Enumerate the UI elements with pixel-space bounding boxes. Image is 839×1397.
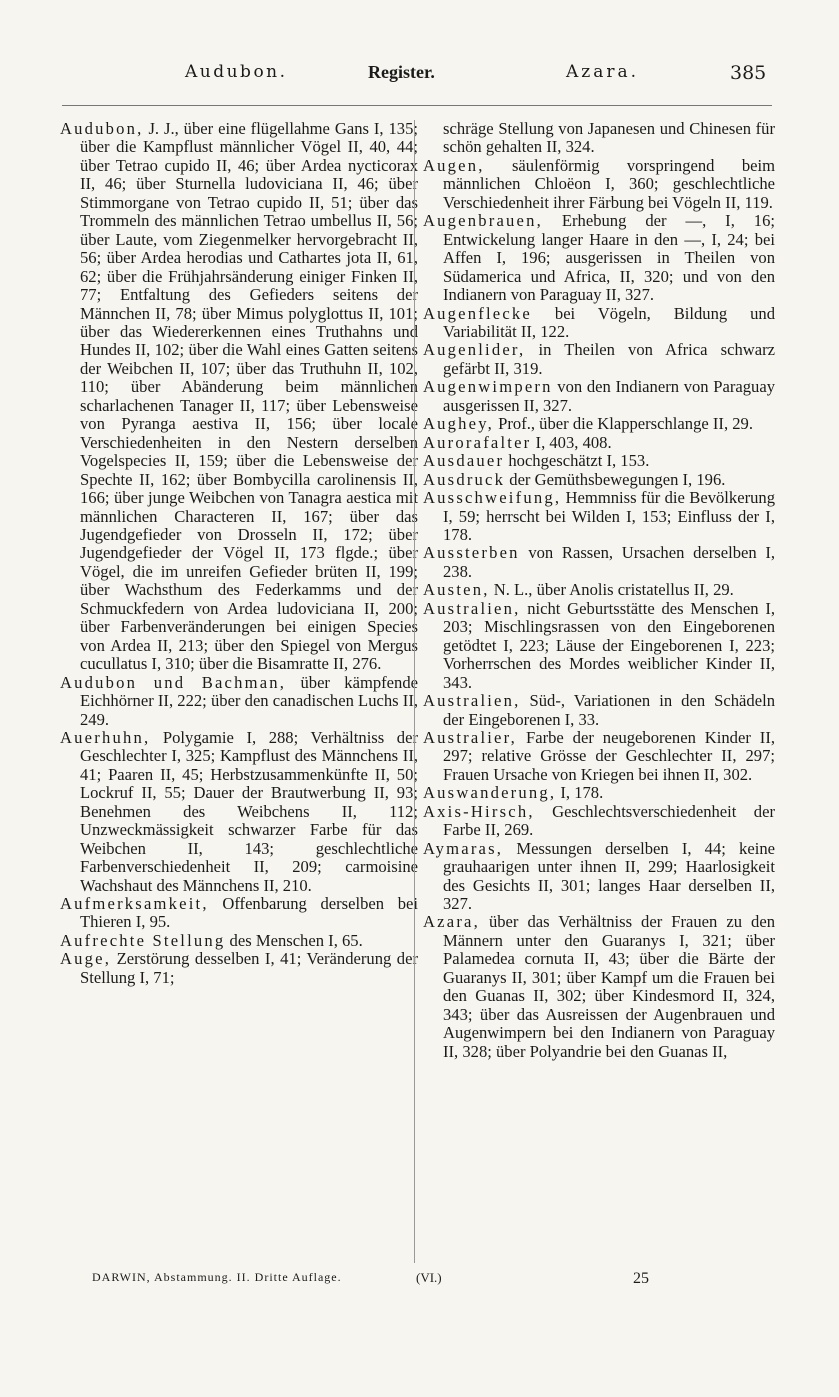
index-entry [423, 157, 775, 212]
entry-text: von Rassen, Ursachen derselben I, 238. [443, 543, 775, 581]
entry-text: Farbe der neugeborenen Kinder II, 297; relative Grösse der Geschlechter II, 297; Frauen Ursache von Kriegen bei ihnen II, 302. [443, 727, 775, 784]
header-left-term: Audubon. [185, 62, 288, 82]
entry-headword: Aussterben [423, 543, 520, 563]
index-entry [60, 932, 418, 950]
index-entry [423, 378, 775, 415]
entry-headword: Augenbrauen, [423, 211, 543, 231]
index-entry [60, 674, 418, 729]
entry-headword: Audubon, [60, 119, 144, 138]
index-entry [423, 120, 775, 157]
index-entry [423, 600, 775, 692]
footer-imprint: DARWIN, Abstammung. II. Dritte Auflage. [92, 1270, 342, 1284]
header-right-term: Azara. [566, 62, 640, 82]
entry-headword: Aufmerksamkeit, [60, 894, 209, 914]
entry-text: Messungen derselben I, 44; keine grauhaarigen unter ihnen II, 299; Haarlosigkeit des Gesichts II, 301; langes Haar derselben II, 327. [443, 838, 775, 914]
index-entry [423, 305, 775, 342]
entry-headword: Ausdruck [423, 469, 506, 489]
entry-headword: Augenwimpern [423, 377, 553, 397]
header-rule [62, 105, 772, 106]
entry-text: Hemmniss für die Bevölkerung I, 59; herrscht bei Wilden I, 153; Einfluss der I, 178. [443, 488, 775, 544]
entry-headword: Austen, [423, 580, 490, 600]
entry-text: nicht Geburtsstätte des Menschen I, 203; Mischlingsrassen von den Eingeborenen getödtet I, 223; Läuse der Eingeborenen I, 223; Vorherrschen des Mordes weiblicher Kinder II, 343. [443, 598, 775, 692]
index-entry [423, 913, 775, 1061]
entry-text: Prof., über die Klapperschlange II, 29. [494, 414, 753, 434]
entry-text: Zerstörung desselben I, 41; Veränderung der Stellung I, 71; [80, 949, 418, 987]
entry-text: des Menschen I, 65. [225, 930, 363, 950]
index-entry [423, 212, 775, 304]
entry-headword: Aurorafalter [423, 432, 532, 452]
entry-text: bei Vögeln, Bildung und Variabilität II, 122. [443, 303, 775, 341]
index-entry [423, 729, 775, 784]
entry-text: Süd-, Variationen in den Schädeln der Eingeborenen I, 33. [443, 691, 775, 729]
running-header [0, 62, 839, 92]
index-entry [60, 950, 418, 987]
entry-headword: Australien, [423, 691, 521, 711]
entry-text: in Theilen von Africa schwarz gefärbt II, 319. [443, 340, 775, 378]
index-entry [423, 581, 775, 599]
entry-headword: Ausschweifung, [423, 488, 562, 508]
entry-text: hochgeschätzt I, 153. [504, 451, 650, 471]
entry-text: über das Verhältniss der Frauen zu den Männern unter den Guaranys I, 321; über Palamedea cornuta II, 43; über die Bärte der Guaranys II, 301; über Kampf um die Frauen bei den Guanas II, 302; über Kindesmord II, 324, 343; über das Ausreissen der Augenbrauen und Augenwimpern bei den Indianern von Paraguay II, 328; über Polyandrie bei den Guanas II, [443, 912, 775, 1061]
index-entry [423, 692, 775, 729]
index-entry [423, 471, 775, 489]
right-column [423, 120, 775, 1061]
left-column [60, 120, 418, 987]
entry-text: über kämpfende Eichhörner II, 222; über den canadischen Luchs II, 249. [80, 672, 419, 729]
entry-headword: Aufrechte Stellung [60, 930, 226, 950]
index-entry [423, 434, 775, 452]
entry-text: von den Indianern von Paraguay ausgerissen II, 327. [443, 377, 775, 415]
entry-text: Geschlechtsverschiedenheit der Farbe II, 269. [443, 801, 775, 840]
entry-text: I, 178. [556, 783, 604, 803]
footer-sheet-number: 25 [633, 1270, 649, 1287]
entry-headword: Aughey, [423, 414, 495, 434]
page-number: 385 [730, 62, 767, 84]
entry-text: Erhebung der —, I, 16; Entwickelung langer Haare in den —, I, 24; bei Affen I, 196; ausgerissen in Theilen von Südamerica und Africa, II, 320; und von den Indianern von Paraguay II, 327. [443, 211, 775, 305]
entry-text: Polygamie I, 288; Verhältniss der Geschlechter I, 325; Kampflust des Männchens II, 41; Paaren II, 45; Herbstzusammenkünfte II, 50; Lockruf II, 55; Dauer der Brautwerbung II, 93; Benehmen des Weibchens II, 112; Unzweckmässigkeit schwarzer Farbe für das Weibchen II, 143; geschlechtliche Farbenverschiedenheit II, 209; carmoisine Wachshaut des Männchens II, 210. [80, 727, 418, 895]
index-entry [423, 784, 775, 802]
entry-headword: Auswanderung, [423, 783, 557, 803]
index-entry [423, 489, 775, 544]
entry-text: der Gemüthsbewegungen I, 196. [505, 469, 726, 489]
entry-text: N. L., über Anolis cristatellus II, 29. [489, 580, 734, 600]
index-entry [423, 415, 775, 433]
index-entry [423, 803, 775, 840]
column-divider [414, 120, 415, 1263]
entry-text: I, 403, 408. [531, 432, 612, 452]
entry-headword: Azara, [423, 912, 480, 932]
entry-headword: Aymaras, [423, 838, 504, 858]
entry-headword: Auerhuhn, [60, 727, 151, 747]
entry-headword: Axis-Hirsch, [423, 801, 535, 821]
entry-headword: Auge, [60, 949, 112, 969]
entry-text: Offenbarung derselben bei Thieren I, 95. [80, 894, 418, 932]
entry-headword: Augen, [423, 155, 485, 175]
entry-headword: Australier, [423, 727, 518, 747]
entry-headword: Augenflecke [423, 303, 532, 323]
entry-headword: Audubon und Bachman, [60, 672, 287, 692]
entry-headword: Australien, [423, 598, 521, 618]
index-entry [60, 895, 418, 932]
index-entry [60, 729, 418, 895]
footer-signature: (VI.) [416, 1270, 442, 1285]
index-entry [423, 452, 775, 470]
entry-headword: Ausdauer [423, 451, 505, 471]
entry-text: J. J., über eine flügellahme Gans I, 135; über die Kampflust männlicher Vögel II, 40, 44; über Tetrao cupido II, 46; über Ardea nycticorax II, 46; über Sturnella ludoviciana II, 46; über Stimmorgane von Tetrao cupido II, 51; über das Trommeln des männlichen Tetrao umbellus II, 56; über Laute, vom Ziegenmelker hervorgebracht II, 56; über Ardea herodias und Cathartes jota II, 61, 62; über die Frühjahrsänderung einiger Finken II, 77; Entfaltung des Gefieders seitens der Männchen II, 78; über Mimus polyglottus II, 101; über das Wiedererkennen eines Truthahns und Hundes II, 102; über die Wahl eines Gatten seitens der Weibchen II, 107; über das Truthuhn II, 102, 110; über Abänderung beim männlichen scharlachenen Tanager II, 117; über Lebensweise von Pyranga aestiva II, 156; über locale Verschiedenheiten in den Nestern derselben Vogelspecies II, 159; über die Lebensweise der Spechte II, 162; über Bombycilla carolinensis II, 166; über junge Weibchen von Tanagra aestica mit männlichen Characteren II, 167; über das Jugendgefieder von Drosseln II, 172; über Jugendgefieder der Vögel II, 173 flgde.; über Vögel, die im unreifen Gefieder brüten II, 199; über Wachsthum des Federkamms und der Schmuckfedern von Ardea ludoviciana II, 200; über Farbenveränderungen bei einigen Species von Ardea II, 213; über den Spiegel von Mergus cucullatus I, 310; über die Bisamratte II, 276. [80, 119, 418, 674]
entry-text: säulenförmig vorspringend beim männlichen Chloëon I, 360; geschlechtliche Verschiedenheit ihrer Färbung bei Vögeln II, 119. [443, 155, 775, 212]
index-entry [423, 840, 775, 914]
header-title: Register. [368, 62, 435, 82]
index-entry [423, 544, 775, 581]
entry-headword: Augenlider, [423, 340, 526, 360]
index-entry [60, 120, 418, 674]
index-entry [423, 341, 775, 378]
entry-text: schräge Stellung von Japanesen und Chinesen für schön gehalten II, 324. [443, 119, 775, 157]
